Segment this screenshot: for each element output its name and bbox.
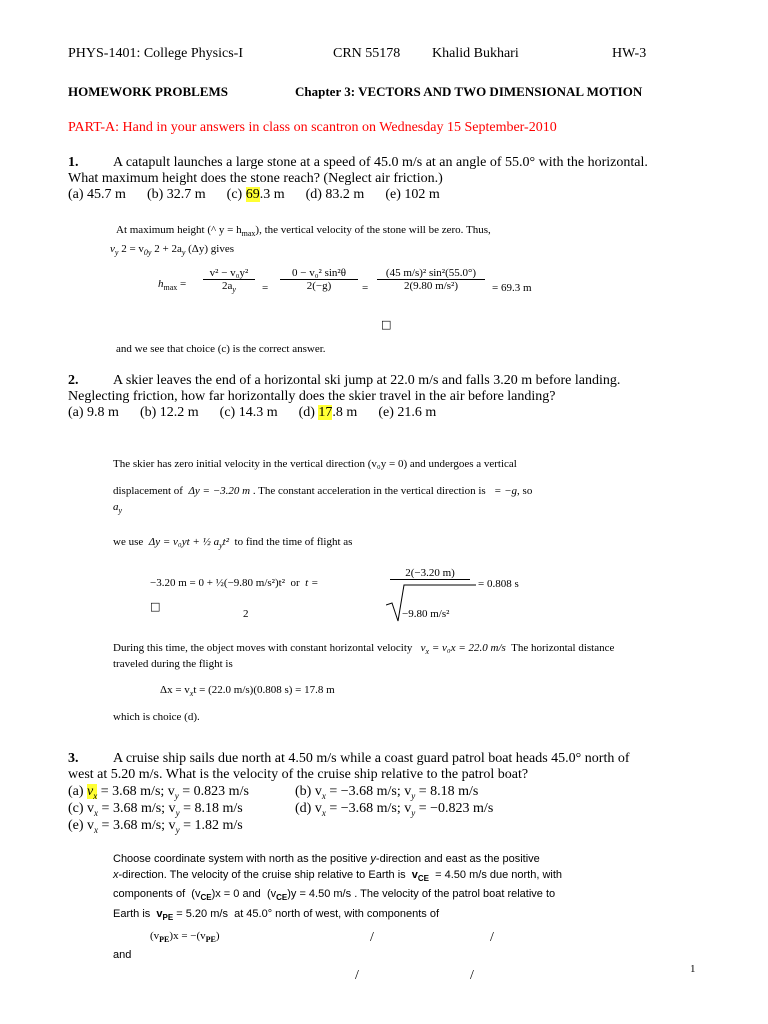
solution-2-line1: The skier has zero initial velocity in the vertical direction (v₀y = 0) and undergoes a vertical [113, 458, 517, 470]
problem-3-number: 3. [68, 751, 79, 766]
problem-1-number: 1. [68, 155, 79, 170]
choice-c: (c) 69.3 m [226, 187, 285, 202]
choice-a: (a) $v_x = 3.68$ m/s; $v_y = 0.823$ m/s [68, 784, 249, 801]
equation-result: = 69.3 m [492, 282, 532, 294]
highlight-answer: 69 [245, 187, 260, 202]
choice-b: (b) 32.7 m [146, 187, 206, 202]
placeholder-glyph: □ [381, 318, 392, 331]
slash-1: / [370, 930, 374, 945]
solution-2-line3: we use Δy = v₀yt + ½ $a_yt^2$ to find the time of flight as [113, 536, 353, 551]
solution-2-line2: displacement of Δy = −3.20 m . The constant acceleration in the vertical direction is = −g, so [113, 485, 533, 497]
digit-2: 2 [243, 608, 249, 620]
choice-d: (d) $v_x = -3.68$ m/s; $v_y = -0.823$ m/s [295, 801, 494, 818]
solution-2-line4: During this time, the object moves with constant horizontal velocity $v_x = v_0x = 22.0$ m/s The horizontal distance [113, 642, 615, 657]
solution-3-line3: components of $(v_{CE})x = 0$ and $(v_{CE})y = 4.50$ m/s . The velocity of the patrol boat relative to [113, 888, 556, 903]
problem-2-number: 2. [68, 373, 79, 388]
frac1: v² − v₀y² $2a_y$ [203, 267, 255, 294]
problem-1-choices [68, 187, 440, 203]
choice-b: (b) 12.2 m [139, 405, 199, 420]
problem-3-text-line2: west at 5.20 m/s. What is the velocity of the cruise ship relative to the patrol boat? [68, 767, 529, 782]
part-a-instructions: PART-A: Hand in your answers in class on scantron on Wednesday 15 September-2010 [68, 120, 557, 135]
choice-c: (c) 14.3 m [219, 405, 278, 420]
solution-1-line2: $v_y$ $2 = v_{0y}$ $2 + 2a_y$ (Δy) gives [110, 243, 235, 258]
choice-d: (d) 83.2 m [305, 187, 365, 202]
slash-2: / [490, 930, 494, 945]
highlight-answer: 17 [318, 405, 333, 420]
course-title: PHYS-1401: College Physics-I [68, 46, 243, 61]
choice-b: (b) $v_x = -3.68$ m/s; $v_y = 8.18$ m/s [295, 784, 479, 801]
solution-1-line1: At maximum height (^ $y = h_{max}$), the vertical velocity of the stone will be zero. Thus, [116, 224, 491, 239]
equals-2: = [362, 282, 369, 294]
highlight-answer: $v_x$ [87, 784, 98, 801]
solution-3-line4: Earth is $v_{PE} = 5.20$ m/s at 45.0° north of west, with components of [113, 908, 440, 923]
choice-a: (a) 9.8 m [68, 405, 119, 420]
equation-hmax: $h_{max}$ = [158, 278, 187, 293]
chapter-heading: Chapter 3: VECTORS AND TWO DIMENSIONAL MOTION [295, 84, 643, 99]
solution-1-conclusion: and we see that choice (c) is the correct answer. [116, 343, 326, 355]
solution-3-components: $(v_{PE})x = -(v_{PE})$ [150, 930, 220, 945]
choice-d: (d) 17.8 m [298, 405, 358, 420]
equation-3: $\Delta x = v_xt = (22.0$ m/s)(0.808 s) = 17.8 m [160, 684, 335, 699]
frac-time: 2(−3.20 m) [390, 567, 470, 580]
solution-3-and: and [113, 949, 132, 961]
choice-e: (e) 102 m [385, 187, 440, 202]
equals-1: = [262, 282, 269, 294]
problem-3-text-line1: A cruise ship sails due north at 4.50 m/s while a coast guard patrol boat heads 45.0° north of [113, 751, 630, 766]
solution-2-line5: traveled during the flight is [113, 658, 233, 670]
solution-2-ay: $a_y$ [113, 501, 123, 516]
solution-3-line2: x-direction. The velocity of the cruise ship relative to Earth is $v_{CE} = 4.50$ m/s due north, with [113, 869, 563, 884]
problem-2-text-line1: A skier leaves the end of a horizontal ski jump at 22.0 m/s and falls 3.20 m before landing. [113, 373, 621, 388]
equation-2-result: = 0.808 s [478, 578, 519, 590]
frac-time-denominator: −9.80 m/s² [402, 608, 450, 620]
choice-a: (a) 45.7 m [68, 187, 126, 202]
problem-1-text-line1: A catapult launches a large stone at a speed of 45.0 m/s at an angle of 55.0° with the horizontal. [113, 155, 648, 170]
choice-e: (e) 21.6 m [378, 405, 437, 420]
problem-2-choices [68, 405, 436, 421]
page-number: 1 [690, 963, 696, 975]
slash-4: / [470, 968, 474, 983]
problem-1-text-line2: What maximum height does the stone reach? (Neglect air friction.) [68, 171, 443, 186]
solution-2-conclusion: which is choice (d). [113, 711, 200, 723]
choice-e: (e) $v_x = 3.68$ m/s; $v_y = 1.82$ m/s [68, 818, 243, 835]
choice-c: (c) $v_x = 3.68$ m/s; $v_y = 8.18$ m/s [68, 801, 243, 818]
problem-2-text-line2: Neglecting friction, how far horizontally does the skier travel in the air before landing? [68, 389, 556, 404]
frac2: 0 − v₀² sin²θ 2(−g) [280, 267, 358, 292]
slash-3: / [355, 968, 359, 983]
placeholder-glyph: □ [150, 600, 161, 613]
equation-2: −3.20 m = 0 + ½(−9.80 m/s²)t² or t = [150, 577, 319, 589]
instructor-name: Khalid Bukhari [432, 46, 519, 61]
frac3: (45 m/s)² sin²(55.0°) 2(9.80 m/s²) [377, 267, 485, 292]
section-heading: HOMEWORK PROBLEMS [68, 84, 228, 99]
crn: CRN 55178 [333, 46, 401, 61]
solution-3-line1: Choose coordinate system with north as the positive y-direction and east as the positive [113, 853, 540, 865]
hw-label: HW-3 [612, 46, 647, 61]
